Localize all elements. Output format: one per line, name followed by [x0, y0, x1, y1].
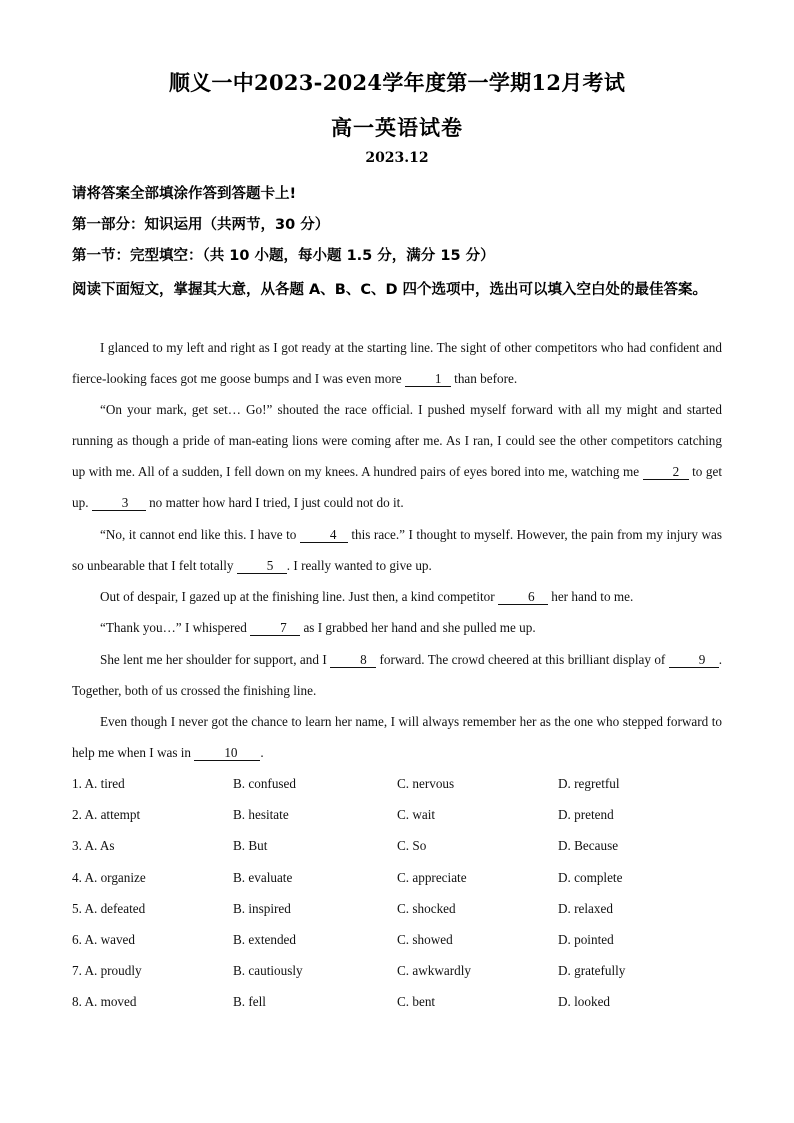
option-b: B. hesitate: [233, 807, 289, 823]
option-row: [72, 768, 732, 799]
passage-text: I glanced to my left and right as I got ready at the starting line. The sight of other competitors who had confident and fierce-looking faces got me goose bumps and I was even more: [72, 340, 722, 386]
option-row: [72, 924, 732, 955]
passage-paragraph: [72, 394, 722, 518]
option-c: C. wait: [397, 807, 436, 823]
option-a: 8. A. moved: [72, 994, 137, 1010]
passage-text: . I really wanted to give up.: [286, 558, 432, 573]
passage-text: her hand to me.: [547, 589, 634, 604]
passage-paragraph: [72, 706, 722, 768]
option-b: B. confused: [233, 776, 296, 791]
option-b: B. extended: [233, 931, 296, 947]
passage-text: . Together, both of us crossed the finishing line.: [72, 652, 722, 698]
blank-7: 7: [250, 620, 300, 636]
blank-9: 9: [669, 652, 719, 668]
blank-5: 5: [237, 558, 287, 574]
option-d: D. Because: [558, 838, 619, 854]
passage-paragraph: [72, 519, 722, 581]
option-b: B. fell: [233, 994, 266, 1010]
option-row: [72, 955, 732, 986]
blank-3: 3: [92, 495, 146, 511]
option-a: 4. A. organize: [72, 869, 146, 885]
passage-text: Out of despair, I gazed up at the finishing line. Just then, a kind competitor: [100, 589, 498, 604]
option-row: [72, 986, 732, 1017]
option-b: B. cautiously: [233, 963, 303, 979]
option-a: 6. A. waved: [72, 931, 135, 947]
exam-title: 顺义一中2023-2024学年度第一学期12月考试: [168, 70, 626, 95]
option-b: B. But: [233, 838, 268, 854]
passage-text: “On your mark, get set… Go!” shouted the race official. I pushed myself forward with all my might and started running as though a pride of man-eating lions were coming after me. As I ran, I could see the other competitors catching up with me. All of a sudden, I fell down on my knees. A hundred pairs of eyes bored into me, watching me: [72, 402, 722, 479]
passage-text: Even though I never got the chance to learn her name, I will always remember her as the one who stepped forward to help me when I was in: [72, 714, 722, 760]
option-c: C. awkwardly: [397, 963, 471, 979]
passage-text: “No, it cannot end like this. I have to: [100, 527, 300, 542]
option-d: D. looked: [558, 994, 611, 1010]
exam-subtitle: 高一英语试卷: [331, 115, 463, 140]
passage-text: to get up.: [72, 464, 722, 510]
exam-date: 2023.12: [365, 150, 429, 166]
option-a: 5. A. defeated: [72, 900, 146, 916]
option-a: 3. A. As: [72, 838, 115, 854]
option-c: C. bent: [397, 994, 436, 1010]
option-d: D. relaxed: [558, 900, 613, 916]
reading-directions: 阅读下面短文，掌握其大意，从各题 A、B、C、D 四个选项中，选出可以填入空白处的最佳答案。: [72, 282, 708, 298]
answer-instructions: 请将答案全部填涂作答到答题卡上!: [72, 186, 297, 202]
passage-text: than before.: [450, 371, 518, 386]
option-row: [72, 862, 732, 893]
passage-text: this race.” I thought to myself. However, the pain from my injury was so unbearable that I felt totally: [72, 527, 722, 573]
passage-paragraph: [72, 644, 722, 706]
blank-4: 4: [300, 527, 348, 543]
option-c: C. appreciate: [397, 869, 467, 885]
option-c: C. So: [397, 838, 427, 854]
passage-paragraph: [72, 332, 722, 394]
option-d: D. complete: [558, 869, 623, 885]
option-d: D. pretend: [558, 807, 614, 823]
option-d: D. gratefully: [558, 963, 626, 979]
blank-6: 6: [498, 589, 548, 605]
option-c: C. showed: [397, 931, 453, 947]
blank-1: 1: [405, 371, 451, 387]
passage-text: as I grabbed her hand and she pulled me up.: [300, 620, 536, 635]
passage-paragraph: [72, 612, 722, 643]
passage-text: “Thank you…” I whispered: [100, 620, 251, 635]
blank-8: 8: [330, 652, 376, 668]
blank-2: 2: [643, 464, 689, 480]
option-b: B. inspired: [233, 900, 291, 916]
blank-10: 10: [194, 745, 260, 761]
passage-text: .: [260, 745, 264, 760]
option-d: D. regretful: [558, 776, 620, 791]
option-a: 7. A. proudly: [72, 963, 142, 979]
option-row: [72, 893, 732, 924]
option-a: 1. A. tired: [72, 776, 125, 791]
option-c: C. shocked: [397, 900, 456, 916]
section-one-heading: 第一节：完型填空：（共 10 小题，每小题 1.5 分，满分 15 分）: [72, 248, 495, 264]
option-row: [72, 830, 732, 861]
passage-text: forward. The crowd cheered at this brilliant display of: [376, 652, 669, 667]
passage-text: She lent me her shoulder for support, and I: [100, 652, 331, 667]
option-c: C. nervous: [397, 776, 455, 791]
option-b: B. evaluate: [233, 869, 293, 885]
passage-paragraph: [72, 581, 722, 612]
passage-text: no matter how hard I tried, I just could not do it.: [145, 495, 404, 510]
answer-options: [72, 768, 732, 1018]
option-row: [72, 799, 732, 830]
option-d: D. pointed: [558, 931, 614, 947]
part-one-heading: 第一部分：知识运用（共两节，30 分）: [72, 217, 330, 233]
option-a: 2. A. attempt: [72, 807, 141, 823]
